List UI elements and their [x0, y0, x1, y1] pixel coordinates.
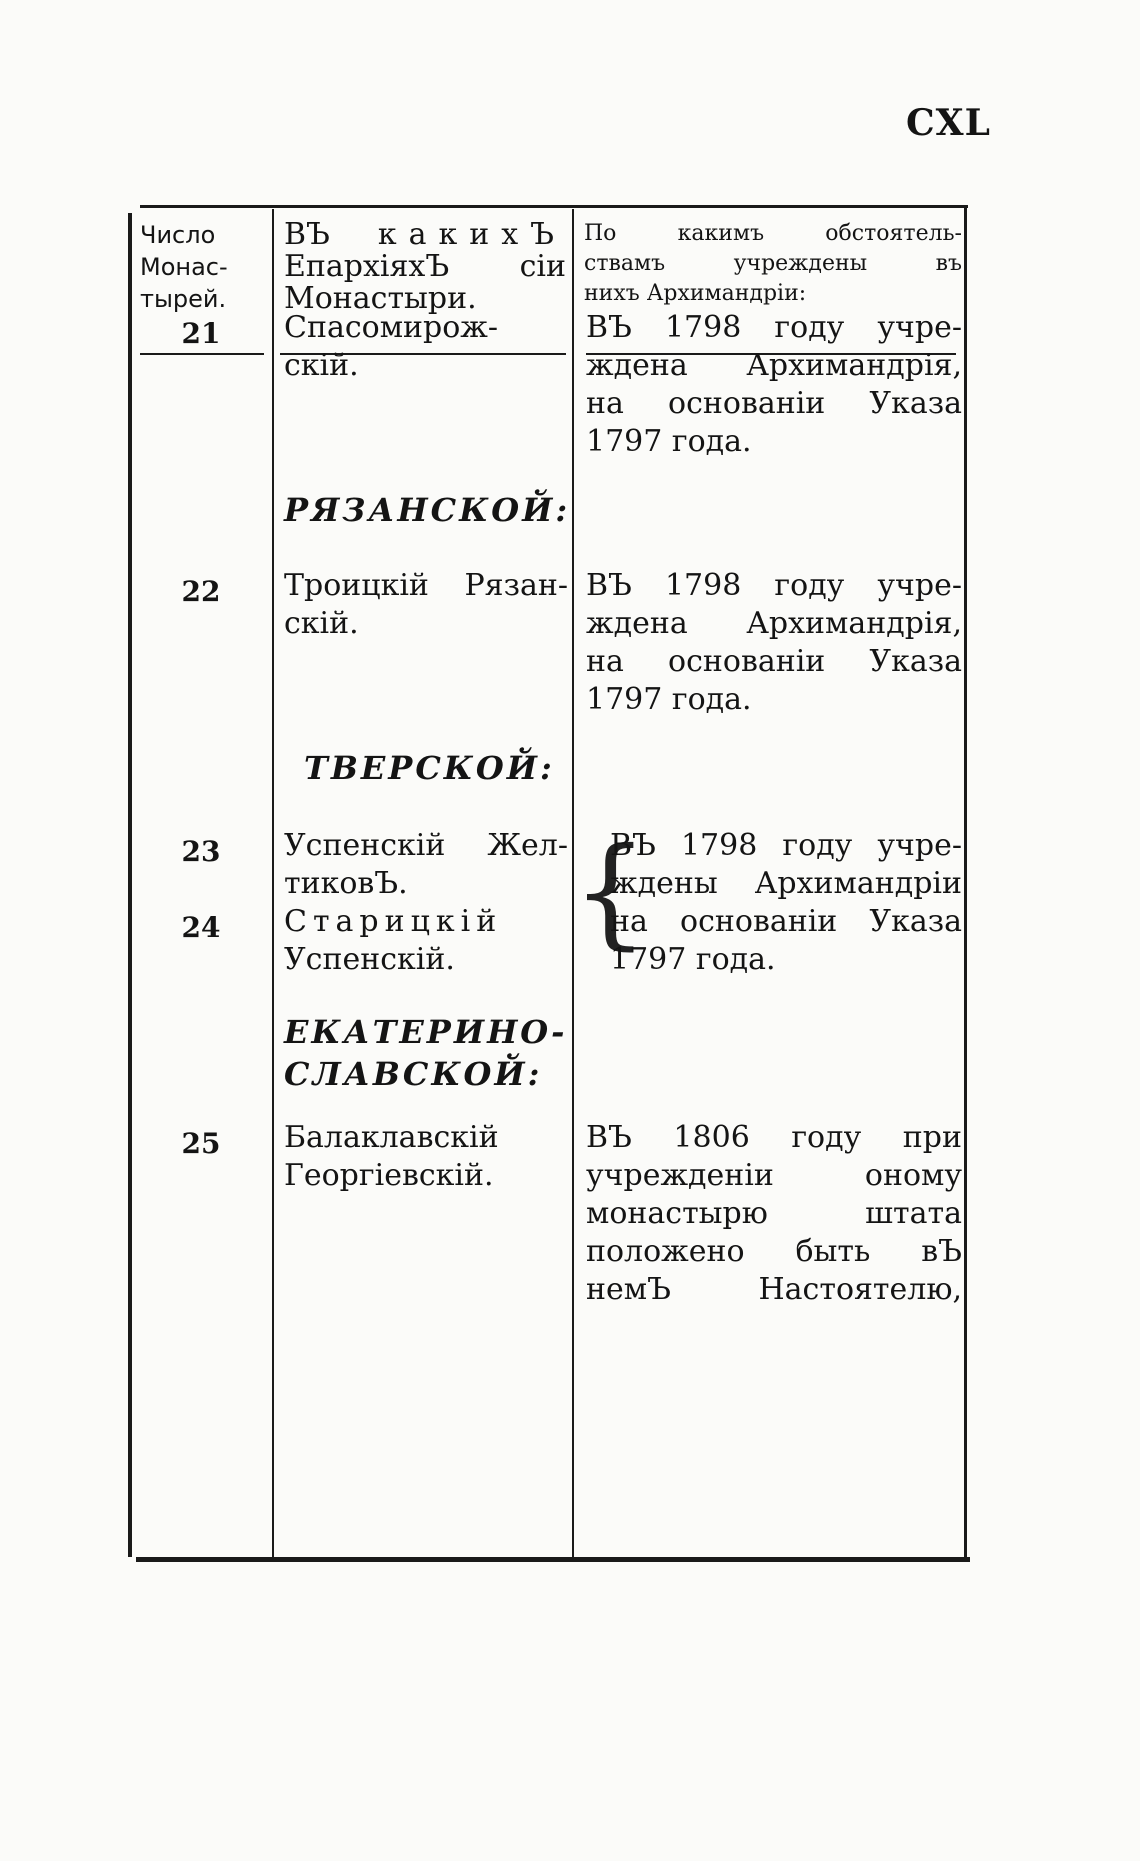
row-number: 24 — [181, 911, 221, 944]
header-rule — [140, 353, 264, 355]
header-count: Число Монас- тырей. — [140, 221, 228, 313]
header-circumstances: По какимъ обстоятель- ствамъ учреждены въ нихъ Архимандріи: — [584, 221, 962, 306]
header-diocese: ВЪ какихЪ ЕпархіяхЪ сіи Монастыри. — [284, 217, 566, 316]
monastery-table — [126, 205, 970, 1567]
table-left-border — [128, 213, 132, 1557]
diocese-heading: ТВЕРСКОЙ: — [304, 749, 555, 787]
column-divider-1 — [272, 209, 274, 1557]
brace: { — [572, 823, 649, 962]
page-number: CXL — [906, 102, 991, 144]
monastery-name: Балаклавскій Георгіевскій. — [284, 1120, 499, 1193]
monastery-name: Троицкій Рязан- скій. — [284, 568, 568, 641]
row-number: 22 — [181, 575, 221, 608]
row-description: ВЪ 1798 году учре- ждена Архимандрія, на основаніи Указа 1797 года. — [586, 310, 962, 459]
monastery-name: Старицкій Успенскій. — [284, 904, 503, 977]
row-description: ВЪ 1798 году учре- ждены Архимандріи на основаніи Указа 1797 года. — [610, 828, 962, 977]
monastery-name: Спасомирож- скій. — [284, 310, 499, 383]
row-number: 23 — [181, 835, 221, 868]
diocese-heading: ЕКАТЕРИНО- СЛАВСКОЙ: — [284, 1013, 568, 1093]
table-top-rule — [140, 205, 968, 208]
diocese-heading: РЯЗАНСКОЙ: — [284, 491, 571, 529]
monastery-name: Успенскій Жел- тиковЪ. — [284, 828, 568, 901]
row-number: 21 — [181, 317, 221, 350]
row-number: 25 — [181, 1127, 221, 1160]
row-description: ВЪ 1798 году учре- ждена Архимандрія, на основаніи Указа 1797 года. — [586, 568, 962, 717]
table-bottom-rule — [136, 1557, 970, 1562]
table-right-border — [964, 205, 967, 1557]
row-description: ВЪ 1806 году при учрежденіи оному монастырю штата положено быть вЪ немЪ Настоятелю, — [586, 1120, 962, 1307]
